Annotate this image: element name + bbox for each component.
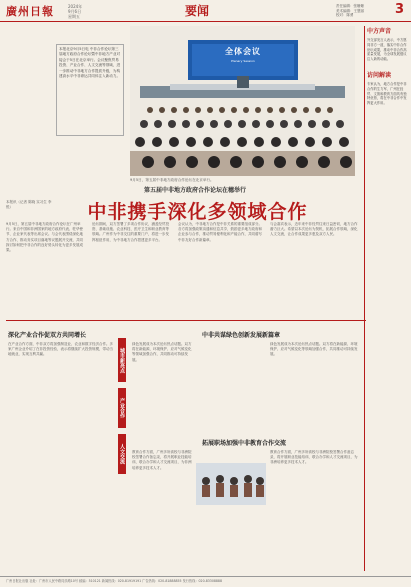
article-column-1: 9月5日，第五届中非地方政府合作论坛在广州举行。来自中国和非洲国家的地方政府代表、驻华使节、企业家代表等出席会议。与会代表围绕深化地方合作、推动务实项目落地等议题展开交流，共同探讨如何把中非合作的良好势头转化为更多发展成果。 [6,222,83,253]
editor-credit: 校对：陈勇 [336,13,354,17]
sidebar-title-2[interactable]: 访问解读 [367,71,392,79]
kicker-headline: 第五届中非地方政府合作论坛在穗举行 [143,187,246,194]
byline: 本报讯（记者 陈晓 实习生 李悦） [6,200,52,209]
editor-credits [336,4,364,18]
section-title: 要闻 [185,4,210,18]
banner-title: 全体会议 [225,46,261,56]
story-body-green-2: 绿色发展成为本次论坛热点话题。双方将在新能源、环境保护、应对气候变化等领域加强合作，共同推动可持续发展。 [270,342,358,357]
section-divider [6,320,366,321]
newspaper-logo[interactable]: 廣州日報 [6,5,54,18]
editor-credit: 责任编辑：张姗姗 [336,4,364,8]
classroom-photo[interactable] [196,463,266,505]
page-footer: 广州日报社出版 社址：广州市人民中路同乐路10号 邮编：510121 新闻热线：020-81919191 广告热线：020-81888855 发行热线：020-83308888 [0,576,411,587]
sidebar-title[interactable]: 中方声音 [367,28,392,35]
editor-credit: 美术编辑：王慧丽 [336,8,364,13]
sidebar-column [364,26,408,571]
vertical-tag-culture: 人文交流 [118,434,126,474]
lead-summary-box [56,44,124,136]
story-headline-education[interactable]: 拓展职场加强中非教育合作交流 [202,440,287,447]
story-body-education: 教育合作方面，广州多所高校与非洲院校签署合作备忘录，将开展职业技能培训、联合办学和人才交流项目，为非洲培养更多技术人才。 [132,450,192,470]
story-headline-industry[interactable]: 深化产业合作促双方共同增长 [8,332,87,339]
photo-caption: 9月5日，第五届中非地方政府合作论坛在北京举行。 [130,178,214,182]
classroom-illustration [196,463,266,505]
article-column-2: 论坛期间，双方签署了多项合作协议，涵盖经贸投资、基础设施、农业科技、医疗卫生和职业教育等领域。广州作为中非交往的重要门户，将进一步发挥枢纽作用，为中非地方合作搭建更多平台。 [92,222,169,242]
story-headline-green[interactable]: 中非共谋绿色创新发展新篇章 [202,332,281,339]
main-headline[interactable]: 中非携手深化多领域合作 [87,201,308,223]
vertical-tag-industry: 产业合作 [118,388,126,428]
issue-year: 2024年 [68,4,83,9]
issue-month-day: 9月6日 [68,9,82,14]
issue-weekday: 星期五 [68,14,80,19]
story-body-industry: 在产业合作方面，中非双方将加强制造业、农业和数字经济合作。多家广州企业介绍了在非投资经验，表示将继续扩大投资规模，带动当地就业，实现互利共赢。 [8,342,113,357]
conference-photo[interactable] [130,26,355,176]
banner-subtitle: Plenary Session [231,59,255,63]
conference-banner [192,46,294,74]
lead-summary-text: 本报北京9月5日电 中非合作论坛第三届地方政府合作论坛暨中非地方产业对接会于5日在北京举行。会议聚焦贸易投资、产业合作、人文交流等领域，进一步推动中非地方合作提质升级，为构建高水平中非命运共同体注入新动力。 [59,47,121,79]
vertical-tag-city: 城市新亮点 [118,338,126,382]
sidebar-text-2: 专家认为，地方合作是中非合作的生力军，广州在经贸、文旅和教育方面具有独特优势，将在中非合作中发挥更大作用。 [367,81,407,106]
masthead [0,0,411,22]
page-number: 3 [395,2,405,17]
story-body-education-2: 教育合作方面，广州多所高校与非洲院校签署合作备忘录，将开展职业技能培训、联合办学和人才交流项目，为非洲培养更多技术人才。 [270,450,358,465]
article-column-4: 与会嘉宾表示，近年来中非经贸往来日益密切，地方合作潜力巨大。希望以本次论坛为契机，拓展合作领域，深化人文交流，让合作成果更多惠及双方人民。 [270,222,358,237]
article-column-3: 会议认为，中非地方合作是中非关系的重要组成部分。各方将加强政策沟通和信息共享，鼓励更多地方政府和企业参与合作，推动贸易便利化和产能合作，共同谱写中非友好合作新篇章。 [178,222,262,242]
sidebar-text: 外交部发言人表示，中方愿同非方一道，落实中非合作论坛成果，推动中非合作高质量发展，为全球发展倡议注入新的动能。 [367,38,407,62]
story-body-green: 绿色发展成为本次论坛热点话题。双方将在新能源、环境保护、应对气候变化等领域加强合作，共同推动可持续发展。 [132,342,192,362]
issue-date [68,4,82,19]
